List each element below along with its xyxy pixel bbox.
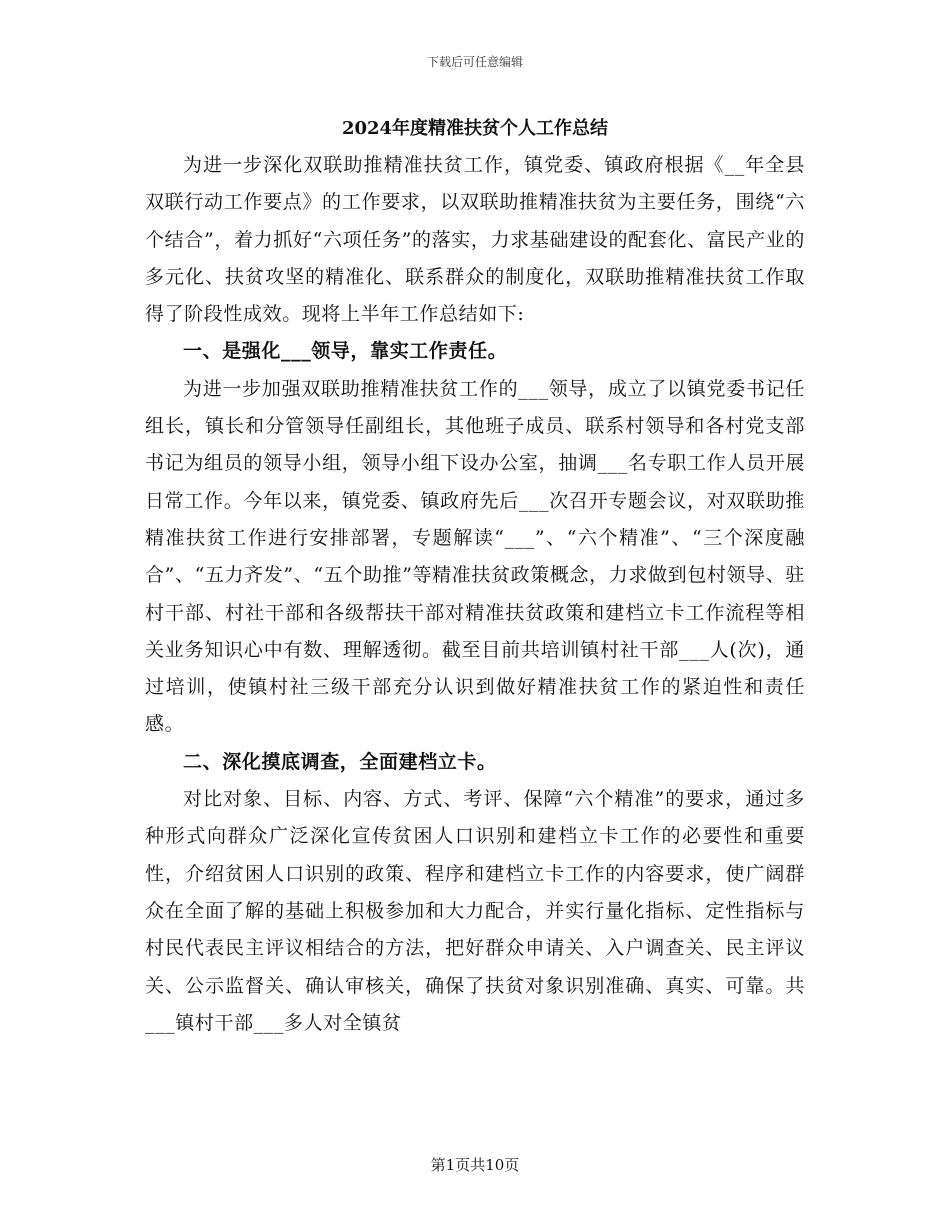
document-body xyxy=(145,111,805,1042)
page-footer-number: 第1页共10页 xyxy=(430,1156,520,1174)
section-heading-1: 一、是强化___领导，靠实工作责任。 xyxy=(183,340,508,363)
section-heading-2: 二、深化摸底调查，全面建档立卡。 xyxy=(183,750,497,773)
intro-paragraph: 为进一步深化双联助推精准扶贫工作，镇党委、镇政府根据《__年全县双联行动工作要点》的工作要求，以双联助推精准扶贫为主要任务，围绕“六个结合”，着力抓好“六项任务”的落实，力求基础建设的配套化、富民产业的多元化、扶贫攻坚的精准化、联系群众的制度化，双联助推精准扶贫工作取得了阶段性成效。现将上半年工作总结如下: xyxy=(145,154,805,326)
document-title: 2024年度精准扶贫个人工作总结 xyxy=(341,118,609,139)
page-header-note: 下载后可任意编辑 xyxy=(426,55,523,69)
section-paragraph-1: 为进一步加强双联助推精准扶贫工作的___领导，成立了以镇党委书记任组长，镇长和分管领导任副组长，其他班子成员、联系村领导和各村党支部书记为组员的领导小组，领导小组下设办公室，抽调___名专职工作人员开展日常工作。今年以来，镇党委、镇政府先后___次召开专题会议，对双联助推精准扶贫工作进行安排部署，专题解读“___”、“六个精准”、“三个深度融合”、“五力齐发”、“五个助推”等精准扶贫政策概念，力求做到包村领导、驻村干部、村社干部和各级帮扶干部对精准扶贫政策和建档立卡工作流程等相关业务知识心中有数、理解透彻。截至目前共培训镇村社干部___人(次)，通过培训，使镇村社三级干部充分认识到做好精准扶贫工作的紧迫性和责任感。 xyxy=(145,377,805,736)
section-paragraph-2: 对比对象、目标、内容、方式、考评、保障“六个精准”的要求，通过多种形式向群众广泛深化宣传贫困人口识别和建档立卡工作的必要性和重要性，介绍贫困人口识别的政策、程序和建档立卡工作的内容要求，使广阔群众在全面了解的基础上积极参加和大力配合，并实行量化指标、定性指标与村民代表民主评议相结合的方法，把好群众申请关、入户调查关、民主评议关、公示监督关、确认审核关，确保了扶贫对象识别准确、真实、可靠。共___镇村干部___多人对全镇贫 xyxy=(145,788,805,1034)
